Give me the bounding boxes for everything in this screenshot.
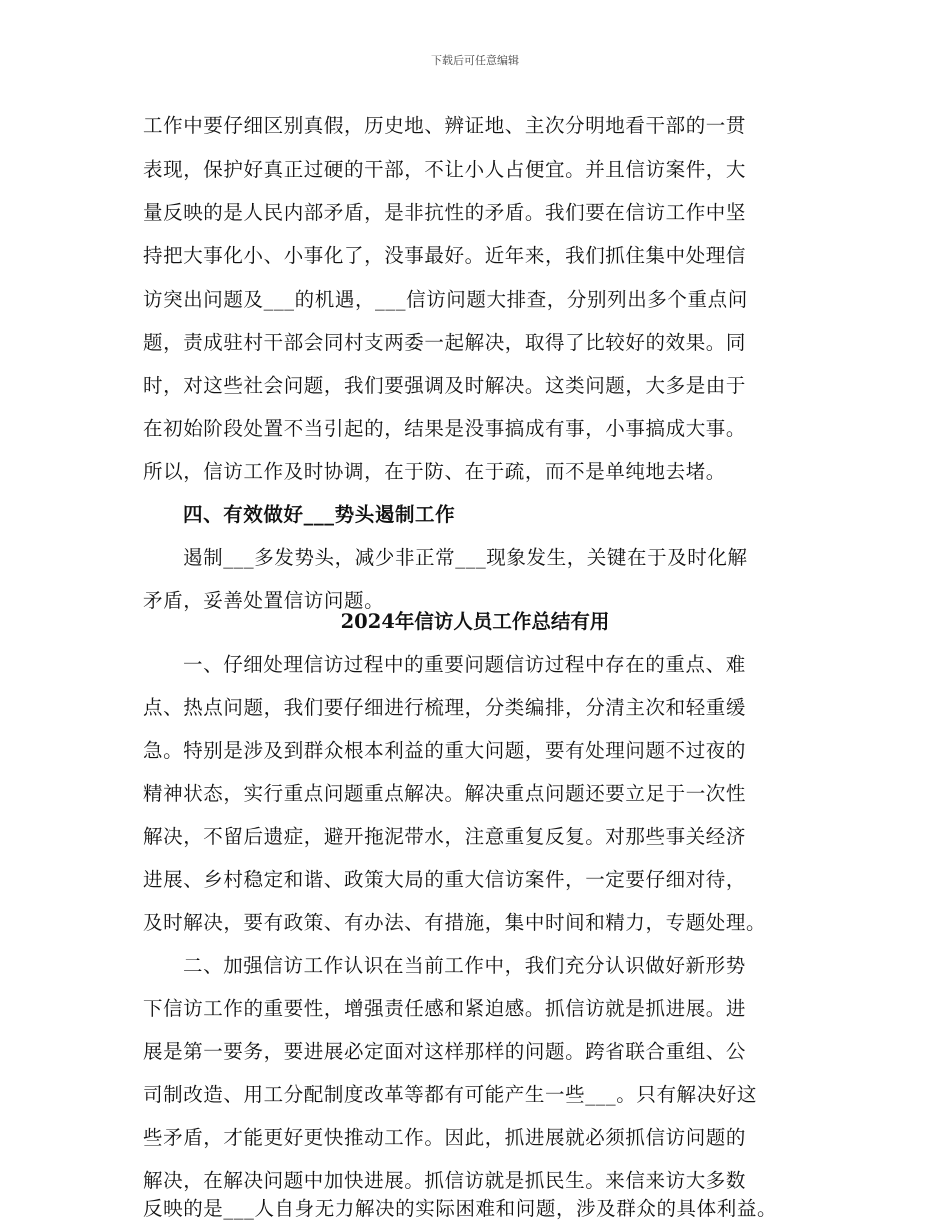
paragraph-line: 进展、乡村稳定和谐、政策大局的重大信访案件，一定要仔细对待， [143, 868, 747, 891]
paragraph-line: 解决，在解决问题中加快进展。抓信访就是抓民生。来信来访大多数 [143, 1169, 747, 1192]
paragraph-line: 二、加强信访工作认识在当前工作中，我们充分认识做好新形势 [183, 954, 746, 977]
section-title: 2024年信访人员工作总结有用 [340, 610, 610, 633]
paragraph-line: 解决，不留后遗症，避开拖泥带水，注意重复反复。对那些事关经济 [143, 825, 747, 848]
paragraph-line: 持把大事化小、小事化了，没事最好。近年来，我们抓住集中处理信 [143, 244, 747, 267]
paragraph-line: 题，责成驻村干部会同村支两委一起解决，取得了比较好的效果。同 [143, 331, 747, 354]
paragraph-line: 展是第一要务，要进展必定面对这样那样的问题。跨省联合重组、公 [143, 1040, 747, 1063]
paragraph-line: 量反映的是人民内部矛盾，是非抗性的矛盾。我们要在信访工作中坚 [143, 201, 747, 224]
paragraph-line: 工作中要仔细区别真假，历史地、辨证地、主次分明地看干部的一贯 [143, 114, 747, 137]
paragraph-line: 所以，信访工作及时协调，在于防、在于疏，而不是单纯地去堵。 [143, 460, 726, 483]
paragraph-line: 些矛盾，才能更好更快推动工作。因此，抓进展就必须抓信访问题的 [143, 1126, 747, 1149]
paragraph-line: 及时解决，要有政策、有办法、有措施，集中时间和精力，专题处理。 [143, 911, 767, 934]
paragraph-line: 点、热点问题，我们要仔细进行梳理，分类编排，分清主次和轻重缓 [143, 696, 747, 719]
paragraph-line: 表现，保护好真正过硬的干部，不让小人占便宜。并且信访案件，大 [143, 158, 747, 181]
paragraph-line: 下信访工作的重要性，增强责任感和紧迫感。抓信访就是抓进展。进 [143, 997, 747, 1020]
paragraph-line: 精神状态，实行重点问题重点解决。解决重点问题还要立足于一次性 [143, 782, 747, 805]
section-heading: 四、有效做好___势头遏制工作 [183, 503, 456, 526]
paragraph-line: 一、仔细处理信访过程中的重要问题信访过程中存在的重点、难 [183, 653, 746, 676]
paragraph-line: 访突出问题及___的机遇，___信访问题大排查，分别列出多个重点问 [143, 288, 748, 311]
paragraph-line: 反映的是___人自身无力解决的实际困难和问题，涉及群众的具体利益。 [143, 1197, 778, 1220]
paragraph-line: 遏制___多发势头，减少非正常___现象发生，关键在于及时化解 [183, 546, 748, 569]
paragraph-line: 急。特别是涉及到群众根本利益的重大问题，要有处理问题不过夜的 [143, 739, 747, 762]
paragraph-line: 司制改造、用工分配制度改革等都有可能产生一些___。只有解决好这 [143, 1083, 757, 1106]
paragraph-line: 在初始阶段处置不当引起的，结果是没事搞成有事，小事搞成大事。 [143, 417, 747, 440]
paragraph-line: 时，对这些社会问题，我们要强调及时解决。这类问题，大多是由于 [143, 374, 747, 397]
page-header: 下载后可任意编辑 [431, 54, 519, 67]
paragraph-line: 矛盾，妥善处置信访问题。 [143, 589, 385, 612]
